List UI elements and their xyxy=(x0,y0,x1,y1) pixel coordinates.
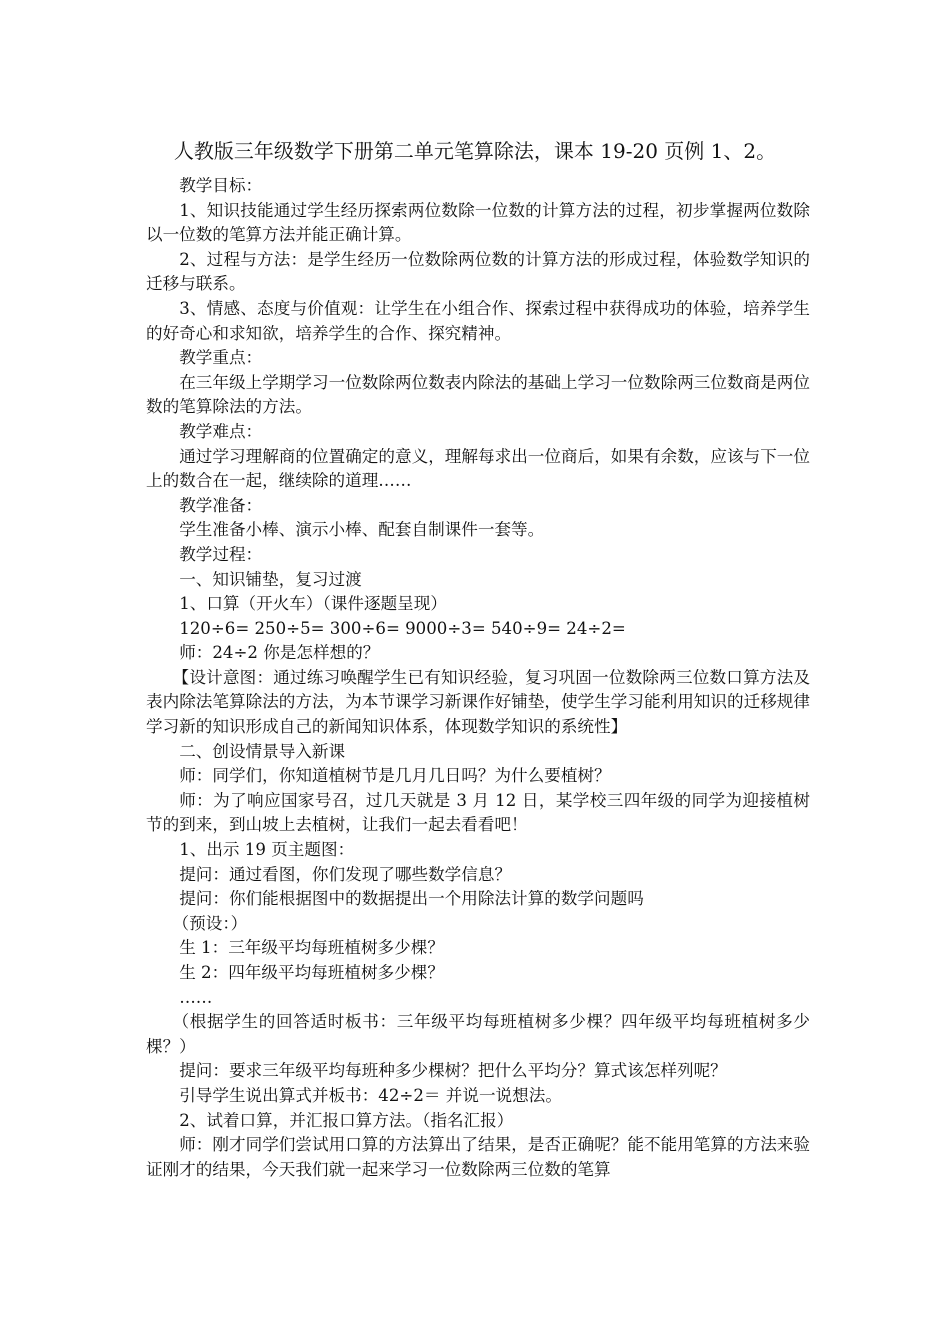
paragraph: 师：24÷2 你是怎样想的？ xyxy=(179,643,380,663)
paragraph: 师：为了响应国家号召，过几天就是 3 月 12 日，某学校三四年级的同学为迎接植树节的到来，到山坡上去植树，让我们一起去看看吧！ xyxy=(146,790,810,835)
page-title: 人教版三年级数学下册第二单元笔算除法，课本 19-20 页例 1、2。 xyxy=(173,139,777,163)
paragraph: 引导学生说出算式并板书：42÷2＝ 并说一说想法。 xyxy=(179,1085,562,1105)
paragraph: 120÷6= 250÷5= 300÷6= 9000÷3= 540÷9= 24÷2= xyxy=(179,618,626,638)
paragraph: 2、过程与方法：是学生经历一位数除两位数的计算方法的形成过程，体验数学知识的迁移与联系。 xyxy=(146,249,810,294)
paragraph: 学生准备小棒、演示小棒、配套自制课件一套等。 xyxy=(179,520,545,540)
paragraph: 提问：你们能根据图中的数据提出一个用除法计算的数学问题吗 xyxy=(179,889,644,909)
paragraph: 通过学习理解商的位置确定的意义，理解每求出一位商后，如果有余数，应该与下一位上的数合在一起，继续除的道理…… xyxy=(146,446,810,491)
paragraph: 教学准备： xyxy=(179,495,263,515)
paragraph: 提问：通过看图，你们发现了哪些数学信息？ xyxy=(179,864,512,884)
paragraph: 【设计意图：通过练习唤醒学生已有知识经验，复习巩固一位数除两三位数口算方法及表内除法笔算除法的方法，为本节课学习新课作好铺垫，使学生学习能利用知识的迁移规律学习新的知识形成自己的新闻知识体系，体现数学知识的系统性】 xyxy=(146,667,810,737)
paragraph: …… xyxy=(179,987,213,1007)
paragraph: 1、出示 19 页主题图： xyxy=(179,840,355,860)
paragraph: 生 1：三年级平均每班植树多少棵？ xyxy=(179,938,444,958)
paragraph: 提问：要求三年级平均每班种多少棵树？把什么平均分？算式该怎样列呢？ xyxy=(179,1061,727,1081)
paragraph: （根据学生的回答适时板书：三年级平均每班植树多少棵？四年级平均每班植树多少棵？） xyxy=(146,1012,810,1056)
paragraph: 在三年级上学期学习一位数除两位数表内除法的基础上学习一位数除两三位数商是两位数的笔算除法的方法。 xyxy=(146,372,810,417)
paragraph: 教学重点： xyxy=(179,348,263,368)
paragraph: 2、试着口算，并汇报口算方法。（指名汇报） xyxy=(179,1110,514,1130)
paragraph: 1、知识技能通过学生经历探索两位数除一位数的计算方法的过程，初步掌握两位数除以一位数的笔算方法并能正确计算。 xyxy=(146,200,810,245)
paragraph: 1、口算（开火车）（课件逐题呈现） xyxy=(179,594,447,614)
paragraph: 师：刚才同学们尝试用口算的方法算出了结果，是否正确呢？能不能用笔算的方法来验证刚才的结果，今天我们就一起来学习一位数除两三位数的笔算 xyxy=(146,1135,810,1179)
paragraph: 师：同学们，你知道植树节是几月几日吗？为什么要植树？ xyxy=(179,766,611,786)
paragraph: 二、创设情景导入新课 xyxy=(179,741,346,761)
paragraph: 3、情感、态度与价值观：让学生在小组合作、探索过程中获得成功的体验，培养学生的好奇心和求知欲，培养学生的合作、探究精神。 xyxy=(146,298,810,343)
document-body xyxy=(146,174,810,1182)
paragraph: 教学过程： xyxy=(179,544,263,564)
paragraph: 一、知识铺垫，复习过渡 xyxy=(179,569,362,589)
paragraph: 教学目标： xyxy=(179,176,263,195)
paragraph: 生 2：四年级平均每班植树多少棵？ xyxy=(179,963,444,982)
paragraph: （预设：） xyxy=(172,913,248,933)
paragraph: 教学难点： xyxy=(179,421,263,441)
